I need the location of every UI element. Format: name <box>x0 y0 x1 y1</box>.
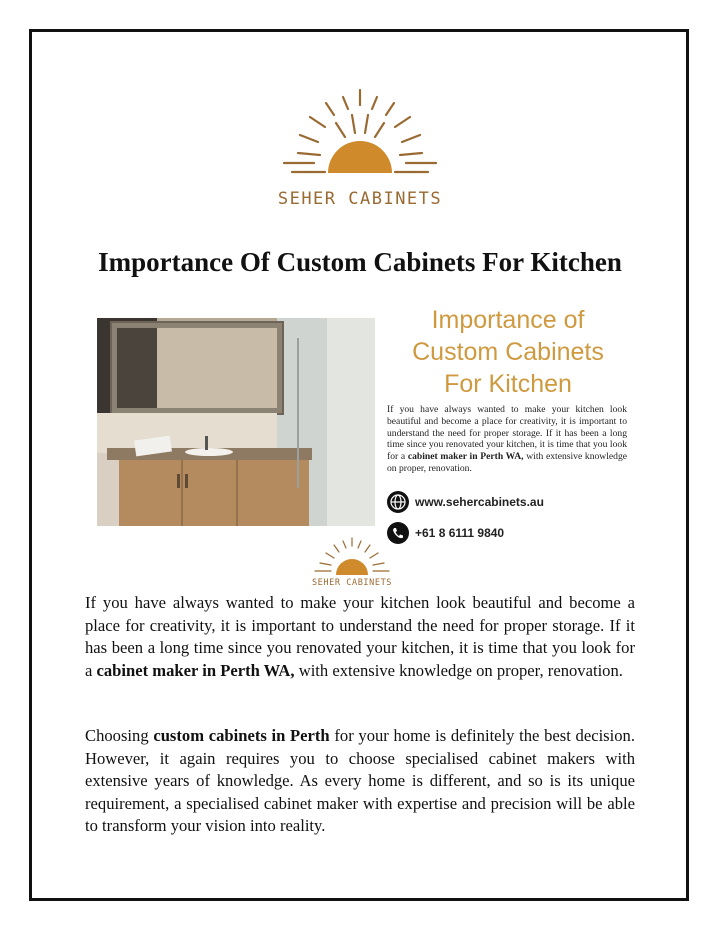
sun-rays-icon <box>270 85 450 185</box>
banner-paragraph-bold: cabinet maker in Perth WA, <box>407 451 524 463</box>
paragraph-text-end: for your home is definitely the best decision. However, it again requires you to choose specialised cabinet makers with extensive years of knowledge. As every home is different, and so is its unique requirement, a specialised cabinet maker with expertise and precision will be able to transform your vision into reality. <box>85 726 635 835</box>
paragraph-text: Choosing <box>85 726 154 745</box>
paragraph-bold-text: cabinet maker in Perth WA, <box>96 660 295 680</box>
banner-text-panel <box>375 290 635 550</box>
banner-heading-line: Custom Cabinets <box>412 338 604 366</box>
banner-heading-line: Importance of <box>431 306 585 334</box>
banner-heading <box>383 304 633 400</box>
banner-heading-line: For Kitchen <box>444 370 572 398</box>
website-contact <box>387 490 544 514</box>
paragraph-text-end: with extensive knowledge on proper, renovation. <box>294 660 623 680</box>
globe-icon <box>387 491 409 513</box>
body-paragraph-1 <box>85 592 635 682</box>
brand-name: SEHER CABINETS <box>277 189 443 209</box>
seher-cabinets-logo <box>270 85 450 215</box>
paragraph-bold-text: custom cabinets in Perth <box>153 726 330 745</box>
banner-paragraph-text-end: with extensive knowledge on proper, renovation. <box>387 451 627 474</box>
bathroom-vanity-photo <box>97 318 375 526</box>
banner-paragraph <box>387 404 627 475</box>
mini-brand-name: SEHER CABINETS <box>311 578 393 588</box>
page-title: Importance Of Custom Cabinets For Kitchen <box>98 247 622 277</box>
mini-sun-icon <box>307 535 397 579</box>
phone-contact <box>387 521 504 545</box>
website-url: www.sehercabinets.au <box>415 495 544 509</box>
phone-number: +61 8 6111 9840 <box>415 526 505 540</box>
banner-paragraph-text: If you have always wanted to make your kitchen look beautiful and become a place for creativity, it is important to understand the need for proper storage. If it has been a long time since you renovated your kitchen, it is time that you look for a <box>387 404 627 463</box>
paragraph-text: If you have always wanted to make your kitchen look beautiful and become a place for creativity, it is important to understand the need for proper storage. If it has been a long time since you renovated your kitchen, it is time that you look for a <box>85 593 635 680</box>
body-paragraph-2 <box>85 725 635 838</box>
article-banner <box>97 290 635 590</box>
banner-mini-logo <box>307 535 397 591</box>
